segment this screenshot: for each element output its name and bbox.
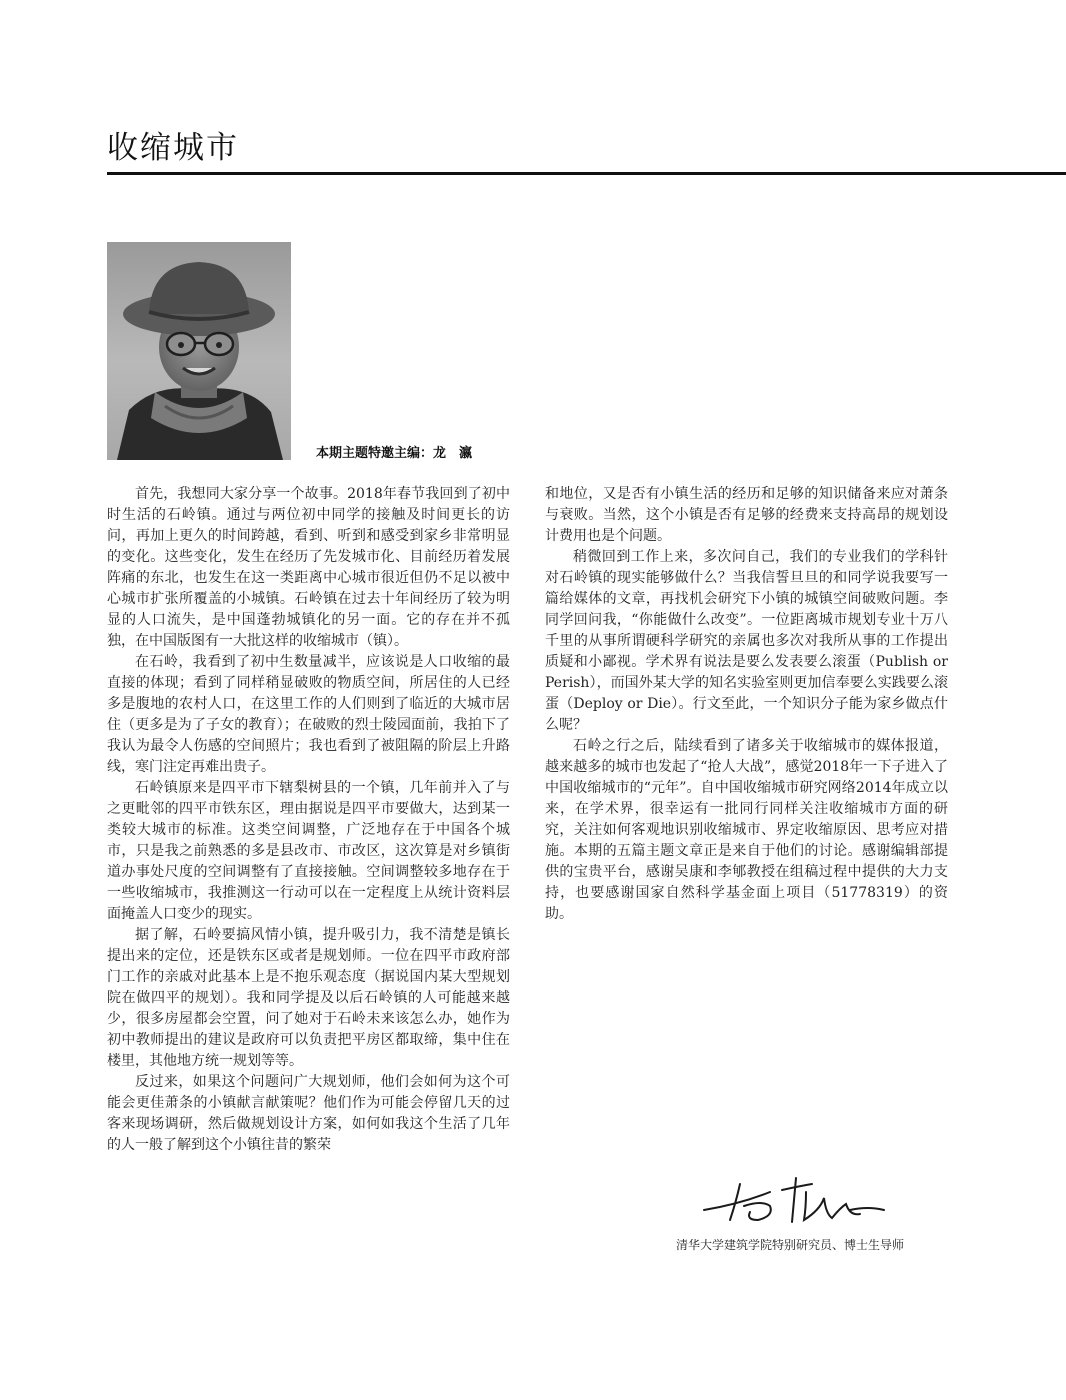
paragraph-continuation: 和地位，又是否有小镇生活的经历和足够的知识储备来应对萧条与衰败。当然，这个小镇是否有足够的经费来支持高昂的规划设计费用也是个问题。 (545, 486, 948, 544)
paragraph: 石岭之行之后，陆续看到了诸多关于收缩城市的媒体报道，越来越多的城市也发起了“抢人大战”，感觉2018年一下子进入了中国收缩城市的“元年”。自中国收缩城市研究网络2014年成立以来，在学术界，很幸运有一批同行同样关注收缩城市方面的研究，关注如何客观地识别收缩城市、界定收缩原因、思考应对措施。本期的五篇主题文章正是来自于他们的讨论。感谢编辑部提供的宝贵平台，感谢吴康和李郇教授在组稿过程中提供的大力支持，也要感谢国家自然科学基金面上项目（51778319）的资助。 (545, 738, 948, 922)
editor-photo (107, 242, 291, 460)
editor-affiliation: 清华大学建筑学院特别研究员、博士生导师 (676, 1238, 905, 1252)
article-column-right (545, 484, 948, 925)
paragraph: 首先，我想同大家分享一个故事。2018年春节我回到了初中时生活的石岭镇。通过与两位初中同学的接触及时间更长的访问，再加上更久的时间跨越，看到、听到和感受到家乡非常明显的变化。这些变化，发生在经历了先发城市化、目前经历着发展阵痛的东北，也发生在这一类距离中心城市很近但仍不足以被中心城市扩张所覆盖的小城镇。石岭镇在过去十年间经历了较为明显的人口流失，是中国蓬勃城镇化的另一面。它的存在并不孤独，在中国版图有一大批这样的收缩城市（镇）。 (107, 486, 510, 649)
handwritten-signature (700, 1170, 890, 1230)
paragraph: 石岭镇原来是四平市下辖梨树县的一个镇，几年前并入了与之更毗邻的四平市铁东区，理由据说是四平市要做大，达到某一类较大城市的标准。这类空间调整，广泛地存在于中国各个城市，只是我之前熟悉的多是县改市、市改区，这次算是对乡镇街道办事处尺度的空间调整有了直接接触。空间调整较多地存在于一些收缩城市，我推测这一行动可以在一定程度上从统计资料层面掩盖人口变少的现实。 (107, 780, 510, 922)
paragraph: 反过来，如果这个问题问广大规划师，他们会如何为这个可能会更佳萧条的小镇献言献策呢？他们作为可能会停留几天的过客来现场调研，然后做规划设计方案，如何如我这个生活了几年的人一般了解到这个小镇往昔的繁荣 (107, 1074, 510, 1153)
editor-caption: 本期主题特邀主编：龙 瀛 (316, 446, 473, 461)
paragraph: 稍微回到工作上来，多次问自己，我们的专业我们的学科针对石岭镇的现实能够做什么？当我信誓旦旦的和同学说我要写一篇给媒体的文章，再找机会研究下小镇的城镇空间破败问题。李同学回问我，“你能做什么改变”。一位距离城市规划专业十万八千里的从事所谓硬科学研究的亲属也多次对我所从事的工作提出质疑和小鄙视。学术界有说法是要么发表要么滚蛋（Publish or Perish），而国外某大学的知名实验室则更加信奉要么实践要么滚蛋（Deploy or Die）。行文至此，一个知识分子能为家乡做点什么呢？ (545, 549, 948, 733)
paragraph: 在石岭，我看到了初中生数量减半，应该说是人口收缩的最直接的体现；看到了同样稍显破败的物质空间，所居住的人已经多是腹地的农村人口，在这里工作的人们则到了临近的大城市居住（更多是为了子女的教育）；在破败的烈士陵园面前，我拍下了我认为最令人伤感的空间照片；我也看到了被阻隔的阶层上升路线，寒门注定再难出贵子。 (107, 654, 510, 775)
paragraph: 据了解，石岭要搞风情小镇，提升吸引力，我不清楚是镇长提出来的定位，还是铁东区或者是规划师。一位在四平市政府部门工作的亲戚对此基本上是不抱乐观态度（据说国内某大型规划院在做四平的规划）。我和同学提及以后石岭镇的人可能越来越少，很多房屋都会空置，问了她对于石岭未来该怎么办，她作为初中教师提出的建议是政府可以负责把平房区都取缔，集中住在楼里，其他地方统一规划等等。 (107, 927, 510, 1069)
page-title: 收缩城市 (107, 130, 239, 166)
article-column-left (107, 484, 510, 1156)
title-rule (107, 172, 1066, 175)
